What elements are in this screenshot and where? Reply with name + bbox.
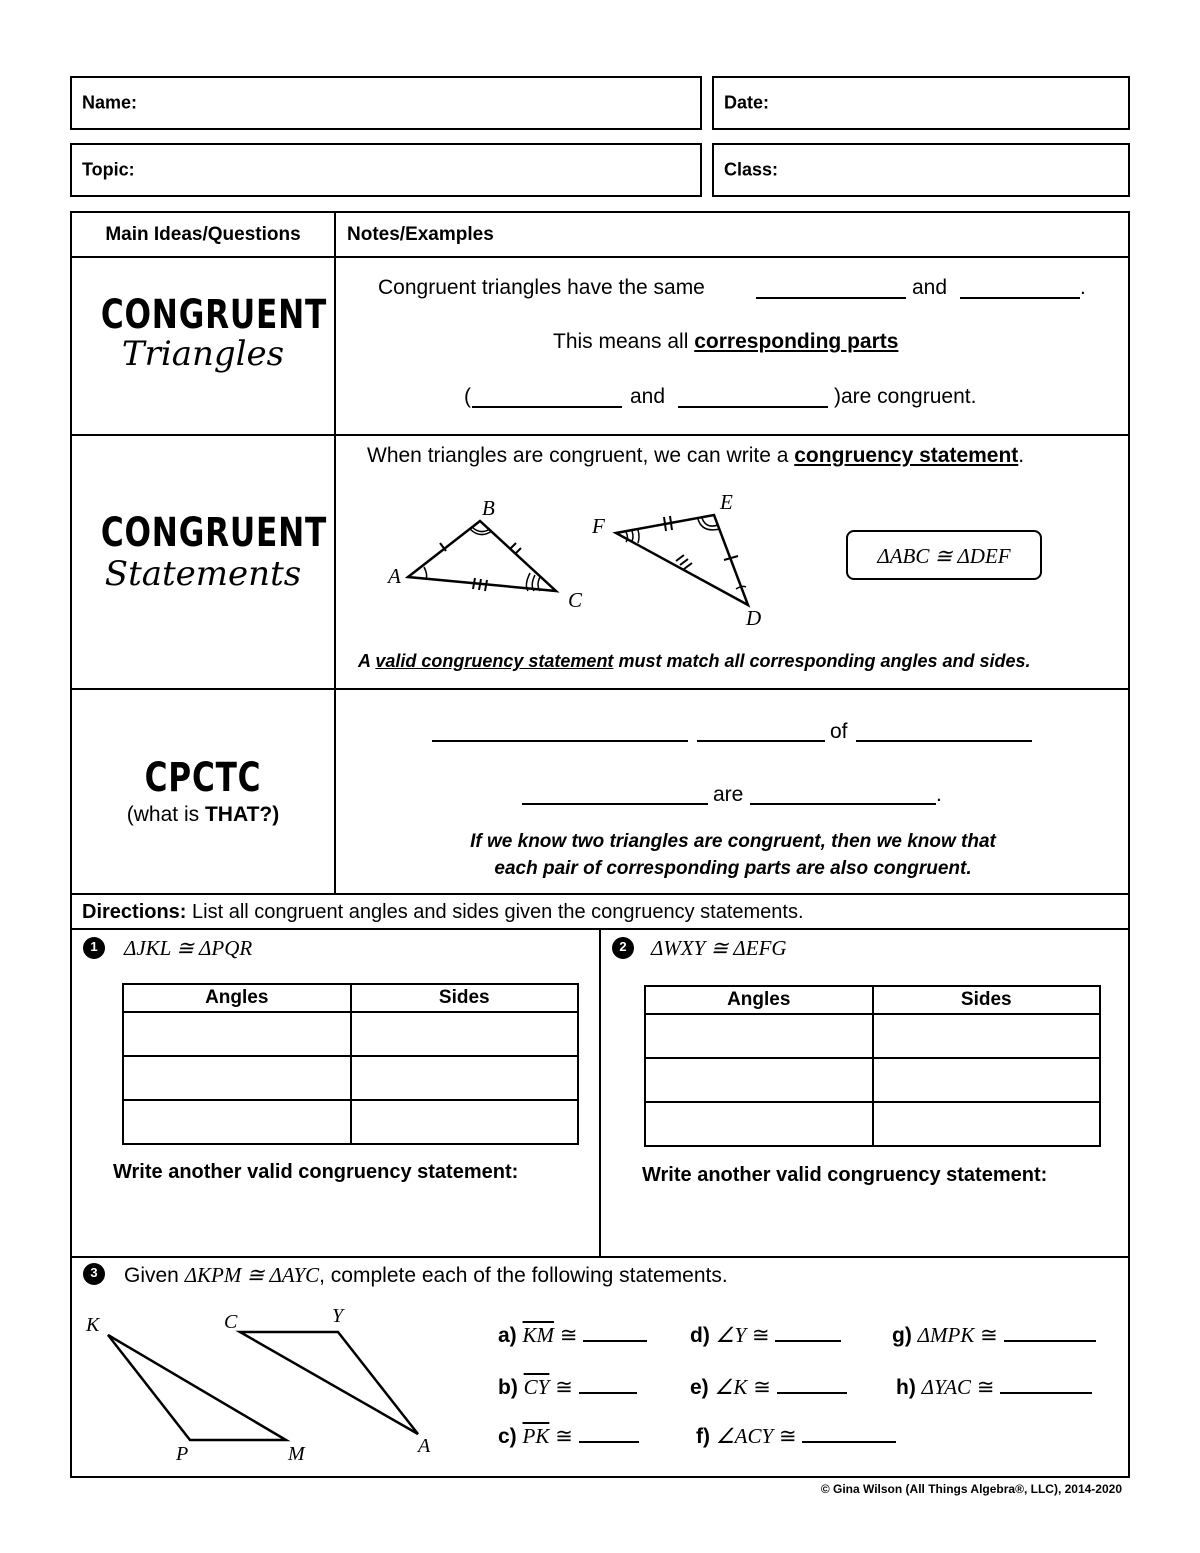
item-e-label: e) bbox=[690, 1376, 709, 1399]
item-d-expr: ∠Y bbox=[715, 1323, 747, 1347]
section3-period: . bbox=[936, 783, 942, 806]
section2-rule-c: must match all corresponding angles and sides. bbox=[618, 651, 1031, 671]
table-cell[interactable] bbox=[645, 1014, 873, 1058]
section3-subtitle bbox=[72, 803, 334, 827]
problem3-intro-a: Given bbox=[124, 1264, 179, 1287]
angle-arc bbox=[626, 532, 628, 542]
tick-mark bbox=[680, 559, 688, 565]
label-K: K bbox=[86, 1314, 100, 1336]
label-C: C bbox=[568, 588, 583, 612]
tick-mark bbox=[684, 563, 692, 569]
row-divider bbox=[70, 434, 1130, 436]
problem2-statement: ΔWXY ≅ ΔEFG bbox=[651, 936, 787, 960]
item-d-label: d) bbox=[690, 1324, 710, 1347]
label-F: F bbox=[592, 514, 605, 538]
item-h bbox=[896, 1374, 1092, 1400]
section1-line1 bbox=[378, 276, 705, 300]
tick-mark bbox=[515, 548, 521, 554]
problem3-number: 3 bbox=[90, 1265, 98, 1280]
section1-line2-text: This means all bbox=[553, 330, 689, 353]
problem2-table bbox=[644, 985, 1101, 1147]
item-e-blank[interactable] bbox=[777, 1374, 847, 1394]
row-divider bbox=[70, 688, 1130, 690]
name-field[interactable] bbox=[70, 76, 702, 130]
problem1-statement: ΔJKL ≅ ΔPQR bbox=[124, 936, 253, 960]
section2-rule-a: A bbox=[358, 651, 371, 671]
section1-paren-open: ( bbox=[464, 385, 471, 408]
topic-field[interactable] bbox=[70, 143, 702, 197]
item-f bbox=[696, 1423, 896, 1449]
item-a-label: a) bbox=[498, 1324, 517, 1347]
section2-subtitle: Statements bbox=[104, 554, 302, 594]
section3-note-line2: each pair of corresponding parts are also congruent. bbox=[494, 858, 972, 879]
problem1-prompt: Write another valid congruency statement: bbox=[113, 1161, 519, 1183]
label-A: A bbox=[418, 1435, 431, 1457]
item-c bbox=[498, 1423, 639, 1449]
blank-size[interactable] bbox=[756, 297, 906, 299]
item-b-expr: $\overline{CY}$ bbox=[523, 1375, 550, 1399]
item-h-label: h) bbox=[896, 1376, 916, 1399]
tick-mark bbox=[510, 543, 516, 549]
item-d-sym: ≅ bbox=[752, 1324, 770, 1347]
tick-mark bbox=[676, 555, 684, 561]
valid-statement-term: valid congruency statement bbox=[375, 651, 614, 671]
directions-label: Directions: bbox=[82, 901, 187, 923]
blank-cpctc-1[interactable] bbox=[432, 740, 688, 742]
item-a-sym: ≅ bbox=[559, 1324, 578, 1347]
section1-are-congruent: )are congruent. bbox=[834, 385, 977, 408]
item-d bbox=[690, 1322, 841, 1348]
item-h-expr: ΔYAC bbox=[921, 1375, 972, 1399]
item-g-expr: ΔMPK bbox=[917, 1323, 975, 1347]
item-d-blank[interactable] bbox=[775, 1322, 841, 1342]
problem2-col-sides: Sides bbox=[873, 986, 1101, 1014]
name-label: Name: bbox=[82, 92, 138, 113]
class-label: Class: bbox=[724, 159, 779, 180]
item-c-sym: ≅ bbox=[555, 1425, 573, 1448]
item-g-blank[interactable] bbox=[1004, 1322, 1096, 1342]
problem2-col-angles: Angles bbox=[645, 986, 873, 1014]
item-e-expr: ∠K bbox=[714, 1375, 748, 1399]
item-g-sym: ≅ bbox=[980, 1324, 998, 1347]
triangle-cya bbox=[240, 1332, 418, 1434]
problem-divider bbox=[599, 928, 601, 1257]
section3-are: are bbox=[713, 783, 744, 806]
label-D: D bbox=[746, 606, 762, 630]
table-cell[interactable] bbox=[873, 1014, 1101, 1058]
item-f-blank[interactable] bbox=[802, 1423, 896, 1443]
date-field[interactable] bbox=[712, 76, 1130, 130]
table-cell[interactable] bbox=[123, 1100, 351, 1144]
section2-intro bbox=[367, 444, 1024, 468]
problem3-intro-b: , complete each of the following statements. bbox=[319, 1264, 728, 1287]
item-e-sym: ≅ bbox=[753, 1376, 771, 1399]
column-header-main-ideas: Main Ideas/Questions bbox=[105, 224, 301, 245]
problem1-number: 1 bbox=[90, 939, 98, 954]
label-C: C bbox=[224, 1311, 238, 1333]
label-M: M bbox=[288, 1443, 305, 1465]
label-E: E bbox=[720, 490, 733, 514]
blank-cpctc-2[interactable] bbox=[697, 740, 825, 742]
item-b-sym: ≅ bbox=[555, 1376, 573, 1399]
congruency-statement-term: congruency statement bbox=[794, 444, 1019, 467]
label-P: P bbox=[176, 1443, 189, 1465]
table-cell[interactable] bbox=[645, 1058, 873, 1102]
item-a-blank[interactable] bbox=[583, 1322, 647, 1342]
item-e bbox=[690, 1374, 847, 1400]
section1-and-2: and bbox=[630, 385, 666, 408]
section3-title-block bbox=[72, 755, 334, 827]
item-g bbox=[892, 1322, 1096, 1348]
item-f-label: f) bbox=[696, 1425, 710, 1448]
section2-title: CONGRUENT bbox=[100, 510, 328, 556]
item-f-expr: ∠ACY bbox=[715, 1424, 774, 1448]
tick-mark bbox=[473, 578, 475, 589]
item-f-sym: ≅ bbox=[779, 1425, 797, 1448]
angle-arc bbox=[632, 531, 633, 541]
row-divider bbox=[70, 893, 1130, 895]
problem2-number: 2 bbox=[619, 939, 627, 954]
table-cell[interactable] bbox=[645, 1102, 873, 1146]
tick-mark bbox=[485, 580, 487, 591]
triangle-diagram bbox=[380, 485, 800, 635]
table-cell[interactable] bbox=[351, 1056, 579, 1100]
directions-text: List all congruent angles and sides given the congruency statements. bbox=[192, 901, 804, 923]
section1-title: CONGRUENT bbox=[100, 292, 328, 338]
blank-cpctc-5[interactable] bbox=[750, 803, 936, 805]
item-g-label: g) bbox=[892, 1324, 912, 1347]
item-b-blank[interactable] bbox=[579, 1374, 637, 1394]
section3-of: of bbox=[830, 720, 848, 743]
item-a-expr: $\overline{KM}$ bbox=[522, 1323, 555, 1347]
blank-angles[interactable] bbox=[472, 406, 622, 408]
directions bbox=[82, 901, 804, 924]
problem1-table bbox=[122, 983, 579, 1145]
class-field[interactable] bbox=[712, 143, 1130, 197]
item-c-expr: $\overline{PK}$ bbox=[522, 1424, 550, 1448]
label-B: B bbox=[482, 496, 495, 520]
section2-intro-text: When triangles are congruent, we can write a bbox=[367, 444, 789, 467]
section3-note-line1: If we know two triangles are congruent, then we know that bbox=[470, 831, 996, 852]
item-c-blank[interactable] bbox=[579, 1423, 639, 1443]
copyright: © Gina Wilson (All Things Algebra®, LLC), 2014-2020 bbox=[820, 1482, 1122, 1496]
section2-rule bbox=[358, 651, 1031, 672]
section2-title-block bbox=[72, 510, 334, 594]
problem3-number-badge bbox=[83, 1263, 105, 1285]
item-b bbox=[498, 1374, 637, 1400]
angle-arc bbox=[638, 530, 639, 543]
section2-intro-period: . bbox=[1018, 444, 1025, 467]
tick-mark bbox=[479, 579, 481, 590]
section3-title: CPCTC bbox=[144, 755, 262, 801]
table-cell[interactable] bbox=[123, 1012, 351, 1056]
section1-subtitle: Triangles bbox=[121, 334, 285, 374]
section1-period: . bbox=[1080, 276, 1086, 299]
item-c-label: c) bbox=[498, 1425, 517, 1448]
table-cell[interactable] bbox=[873, 1058, 1101, 1102]
date-label: Date: bbox=[724, 92, 770, 113]
section3-subtitle-b: THAT?) bbox=[204, 803, 280, 826]
row-divider bbox=[70, 256, 1130, 258]
problem3-diagram bbox=[80, 1300, 460, 1470]
triangle-kpm bbox=[108, 1335, 286, 1440]
column-divider bbox=[334, 211, 336, 895]
problem2-number-badge bbox=[612, 937, 634, 959]
angle-arc bbox=[424, 567, 427, 579]
item-h-blank[interactable] bbox=[1000, 1374, 1092, 1394]
problem3-intro-statement: ΔKPM ≅ ΔAYC bbox=[184, 1263, 320, 1287]
problem1-col-sides: Sides bbox=[351, 984, 579, 1012]
topic-label: Topic: bbox=[82, 159, 135, 180]
item-b-label: b) bbox=[498, 1376, 518, 1399]
blank-cpctc-4[interactable] bbox=[522, 803, 708, 805]
table-cell[interactable] bbox=[351, 1012, 579, 1056]
label-A: A bbox=[388, 564, 401, 588]
blank-shape[interactable] bbox=[960, 297, 1080, 299]
table-cell[interactable] bbox=[123, 1056, 351, 1100]
blank-cpctc-3[interactable] bbox=[856, 740, 1032, 742]
section1-line2 bbox=[553, 330, 898, 354]
tick-mark bbox=[664, 517, 666, 531]
problem2-prompt: Write another valid congruency statement: bbox=[642, 1164, 1048, 1186]
tick-mark bbox=[670, 516, 672, 530]
problem1-number-badge bbox=[83, 937, 105, 959]
item-h-sym: ≅ bbox=[976, 1376, 995, 1399]
section3-note bbox=[336, 828, 1130, 882]
table-cell[interactable] bbox=[351, 1100, 579, 1144]
problem1-col-angles: Angles bbox=[123, 984, 351, 1012]
section1-and-1: and bbox=[912, 276, 948, 299]
column-header-notes: Notes/Examples bbox=[347, 224, 494, 245]
section3-subtitle-a: (what is bbox=[126, 803, 200, 826]
congruency-statement-box bbox=[846, 530, 1042, 580]
triangle-def bbox=[616, 515, 748, 605]
item-a bbox=[498, 1322, 647, 1348]
table-cell[interactable] bbox=[873, 1102, 1101, 1146]
section1-line1-text: Congruent triangles have the same bbox=[378, 276, 705, 299]
label-Y: Y bbox=[332, 1305, 344, 1327]
congruency-statement-example: ΔABC ≅ ΔDEF bbox=[877, 544, 1011, 568]
corresponding-parts-term: corresponding parts bbox=[694, 330, 899, 353]
blank-sides[interactable] bbox=[678, 406, 828, 408]
problem3-intro bbox=[124, 1263, 728, 1288]
section1-title-block bbox=[72, 292, 334, 374]
